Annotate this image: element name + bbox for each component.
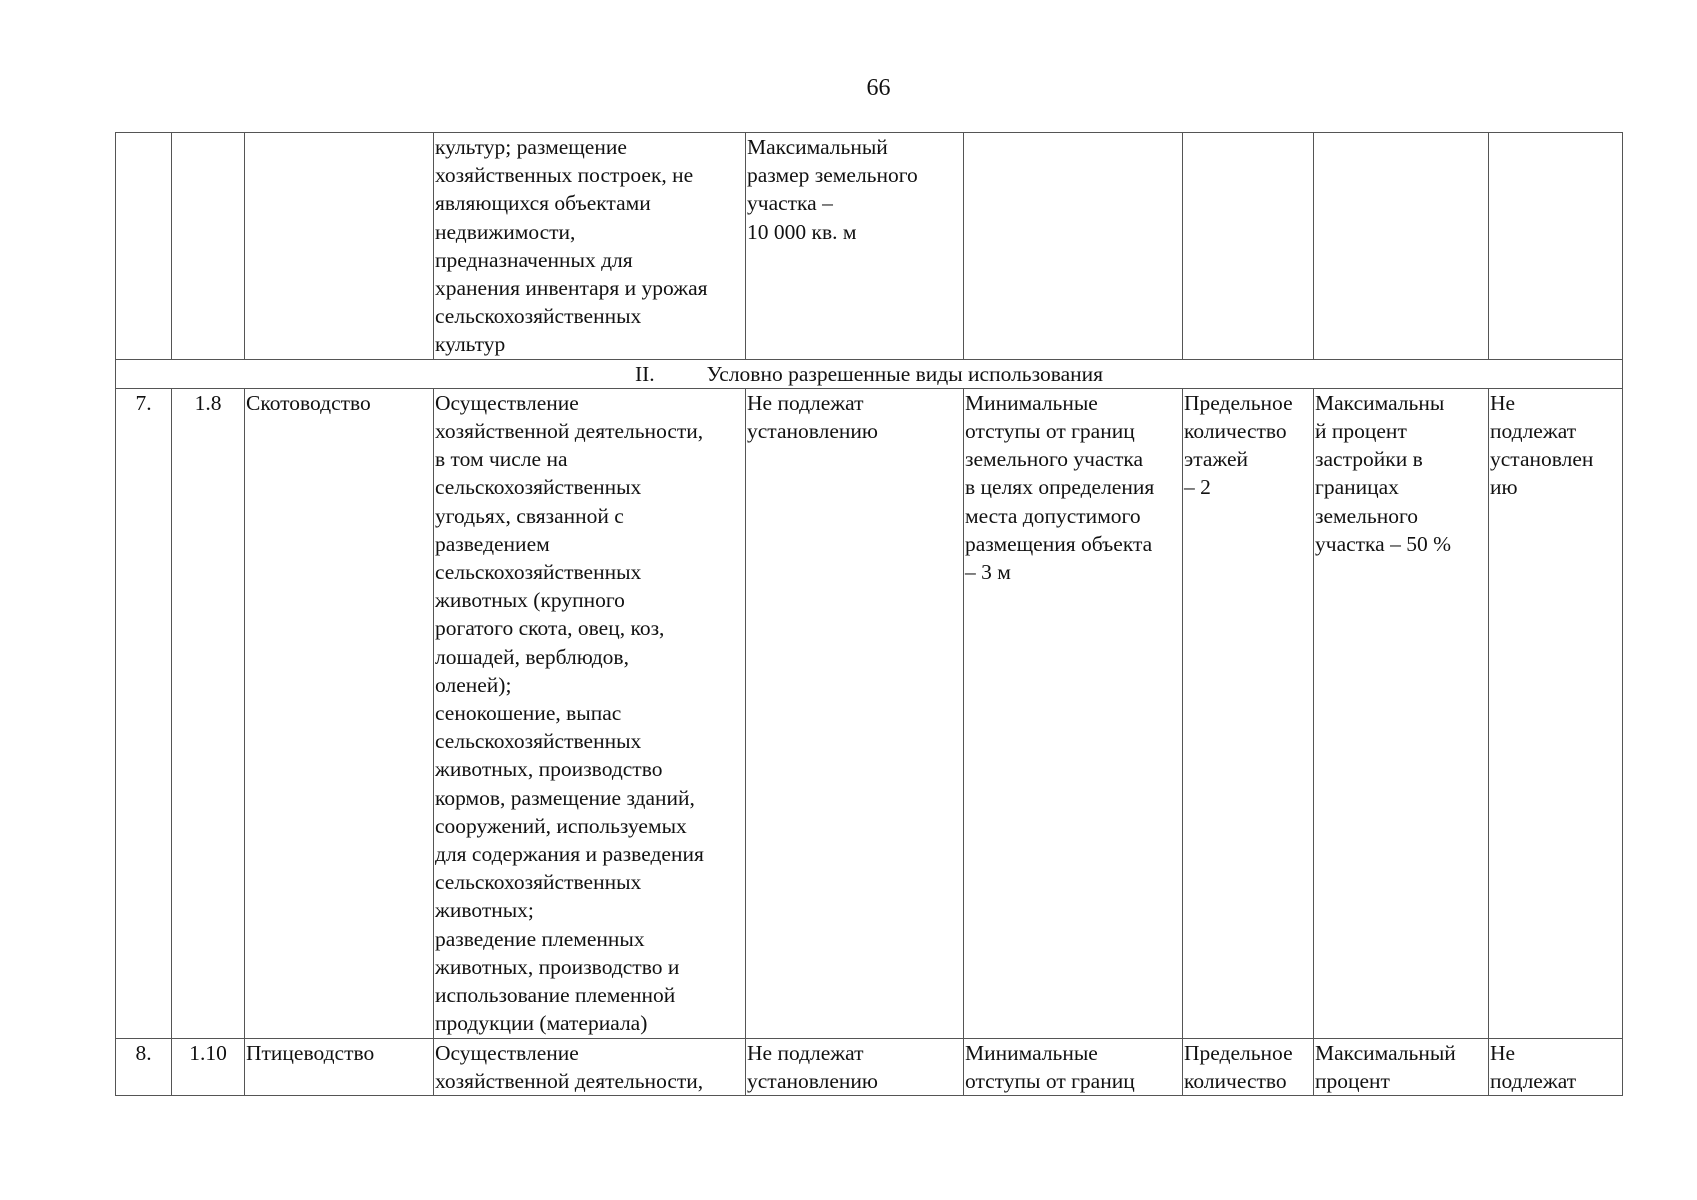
text-line: оленей);	[435, 672, 512, 697]
text-line: сооружений, используемых	[435, 813, 687, 838]
cell-num: 7.	[116, 388, 172, 1038]
text-line: Минимальные	[965, 390, 1098, 415]
text-line: культур; размещение	[435, 135, 627, 159]
text-line: размещения объекта	[965, 531, 1153, 556]
text-line: Не	[1490, 1040, 1516, 1065]
text-line: установлению	[747, 1068, 878, 1093]
text-line: Не подлежат	[747, 390, 864, 415]
text-line: количество	[1184, 419, 1287, 444]
text-line: Максимальный	[1315, 1040, 1456, 1065]
cell-other	[1489, 1038, 1623, 1095]
cell-code	[172, 133, 245, 360]
text-line: лошадей, верблюдов,	[435, 644, 629, 669]
text-line: земельного	[1315, 503, 1419, 528]
cell-description	[434, 388, 746, 1038]
text-line: сенокошение, выпас	[435, 701, 622, 726]
cell-name: Скотоводство	[245, 388, 434, 1038]
cell-description	[434, 1038, 746, 1095]
cell-code: 1.10	[172, 1038, 245, 1095]
cell-floors	[1183, 388, 1314, 1038]
text-line: Максимальный	[747, 135, 888, 159]
text-line: количество	[1184, 1068, 1287, 1093]
text-line: сельскохозяйственных	[435, 475, 642, 500]
text-line: являющихся объектами	[435, 191, 651, 216]
cell-plot-size	[746, 388, 964, 1038]
cell-name: Птицеводство	[245, 1038, 434, 1095]
cell-setback	[964, 133, 1183, 360]
text-line: Не	[1490, 390, 1516, 415]
cell-num: 8.	[116, 1038, 172, 1095]
text-line: для содержания и разведения	[435, 842, 704, 867]
text-line: продукции (материала)	[435, 1011, 648, 1036]
cell-other	[1489, 388, 1623, 1038]
text-line: отступы от границ	[965, 419, 1135, 444]
text-line: ию	[1490, 475, 1518, 500]
text-line: отступы от границ	[965, 1068, 1135, 1093]
cell-floors	[1183, 133, 1314, 360]
text-line: кормов, размещение зданий,	[435, 785, 695, 810]
text-line: сельскохозяйственных	[435, 870, 642, 895]
text-line: Минимальные	[965, 1040, 1098, 1065]
text-line: Предельное	[1184, 1040, 1293, 1065]
text-line: разведение племенных	[435, 926, 645, 951]
text-line: Предельное	[1184, 390, 1293, 415]
text-line: Осуществление	[435, 390, 579, 415]
text-line: границах	[1315, 475, 1399, 500]
text-line: недвижимости,	[435, 219, 576, 244]
text-line: установлению	[747, 419, 878, 444]
text-line: культур	[435, 332, 506, 357]
text-line: – 3 м	[965, 560, 1011, 585]
text-line: – 2	[1184, 475, 1211, 500]
cell-setback	[964, 388, 1183, 1038]
text-line: Максимальны	[1315, 390, 1445, 415]
cell-floors	[1183, 1038, 1314, 1095]
table-row	[116, 388, 1623, 1038]
section-title: Условно разрешенные виды использования	[706, 361, 1104, 386]
text-line: й процент	[1315, 419, 1407, 444]
text-line: животных (крупного	[435, 588, 625, 613]
text-line: хранения инвентаря и урожая	[435, 276, 708, 301]
section-number: II.	[634, 361, 655, 386]
cell-coverage	[1314, 388, 1489, 1038]
text-line: Не подлежат	[747, 1040, 864, 1065]
text-line: застройки в	[1315, 447, 1423, 472]
cell-plot-size	[746, 1038, 964, 1095]
text-line: животных;	[435, 898, 534, 923]
text-line: в том числе на	[435, 447, 568, 472]
section-header	[116, 359, 1623, 388]
cell-other	[1489, 133, 1623, 360]
text-line: сельскохозяйственных	[435, 560, 642, 585]
text-line: предназначенных для	[435, 247, 633, 272]
text-line: хозяйственных построек, не	[435, 163, 694, 188]
table-row	[116, 1038, 1623, 1095]
cell-name	[245, 133, 434, 360]
zoning-regulations-table	[115, 132, 1623, 1096]
text-line: установлен	[1490, 447, 1594, 472]
section-header-row	[116, 359, 1623, 388]
text-line: угодьях, связанной с	[435, 503, 624, 528]
text-line: подлежат	[1490, 1068, 1577, 1093]
page-number: 66	[866, 75, 891, 101]
text-line: в целях определения	[965, 475, 1155, 500]
text-line: подлежат	[1490, 419, 1577, 444]
text-line: Осуществление	[435, 1040, 579, 1065]
text-line: разведением	[435, 531, 550, 556]
cell-code: 1.8	[172, 388, 245, 1038]
cell-coverage	[1314, 133, 1489, 360]
cell-setback	[964, 1038, 1183, 1095]
text-line: животных, производство	[435, 757, 663, 782]
text-line: размер земельного	[747, 163, 918, 188]
text-line: места допустимого	[965, 503, 1141, 528]
cell-description	[434, 133, 746, 360]
text-line: 10 000 кв. м	[747, 219, 857, 244]
text-line: сельскохозяйственных	[435, 304, 642, 329]
text-line: процент	[1315, 1068, 1390, 1093]
text-line: рогатого скота, овец, коз,	[435, 616, 665, 641]
text-line: хозяйственной деятельности,	[435, 419, 704, 444]
cell-coverage	[1314, 1038, 1489, 1095]
text-line: участка –	[747, 191, 833, 216]
text-line: участка – 50 %	[1315, 531, 1451, 556]
text-line: сельскохозяйственных	[435, 729, 642, 754]
text-line: использование племенной	[435, 983, 676, 1008]
table-row-continuation	[116, 133, 1623, 360]
text-line: хозяйственной деятельности,	[435, 1068, 704, 1093]
cell-num	[116, 133, 172, 360]
cell-plot-size	[746, 133, 964, 360]
text-line: этажей	[1184, 447, 1249, 472]
text-line: животных, производство и	[435, 954, 680, 979]
text-line: земельного участка	[965, 447, 1144, 472]
